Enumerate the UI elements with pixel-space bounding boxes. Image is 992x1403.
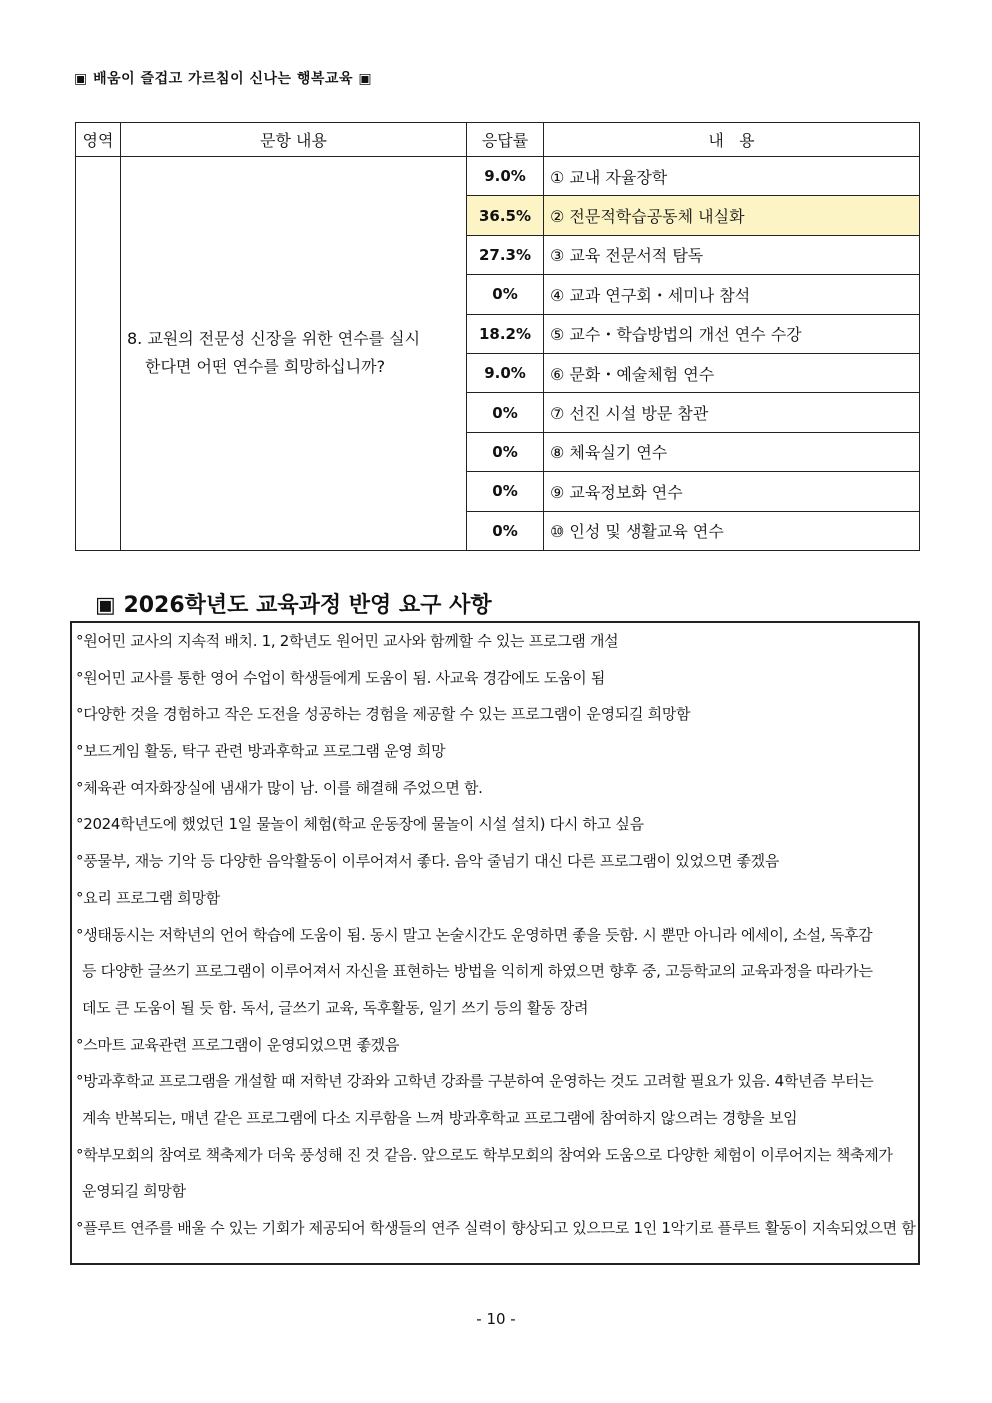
requests-box	[70, 621, 920, 1265]
request-line: 등 다양한 글쓰기 프로그램이 이루어져서 자신을 표현하는 방법을 익히게 하였으면 향후 중, 고등학교의 교육과정을 따라가는	[82, 962, 873, 981]
question-cell	[121, 157, 467, 551]
request-line: °플루트 연주를 배울 수 있는 기회가 제공되어 학생들의 연주 실력이 향상되고 있으므로 1인 1악기로 플루트 활동이 지속되었으면 함	[76, 1219, 916, 1237]
option-cell: ⑧ 체육실기 연수	[544, 432, 920, 471]
request-line: °방과후학교 프로그램을 개설할 때 저학년 강좌와 고학년 강좌를 구분하여 운영하는 것도 고려할 필요가 있음. 4학년즘 부터는	[76, 1072, 874, 1091]
rate-cell: 0%	[467, 393, 544, 432]
option-cell: ④ 교과 연구회・세미나 참석	[544, 275, 920, 314]
request-line: °체육관 여자화장실에 냄새가 많이 남. 이를 해결해 주었으면 함.	[76, 778, 483, 797]
rate-cell: 27.3%	[467, 235, 544, 274]
question-line-1: 8. 교원의 전문성 신장을 위한 연수를 실시	[127, 329, 421, 349]
request-line: °다양한 것을 경험하고 작은 도전을 성공하는 경험을 제공할 수 있는 프로그램이 운영되길 희망함	[76, 705, 691, 724]
option-cell: ① 교내 자율장학	[544, 157, 920, 196]
header-question: 문항 내용	[121, 123, 467, 157]
request-line: °원어민 교사의 지속적 배치. 1, 2학년도 원어민 교사와 함께할 수 있는 프로그램 개설	[76, 632, 619, 650]
header-rate: 응답률	[467, 123, 544, 157]
request-line: °학부모회의 참여로 책축제가 더욱 풍성해 진 것 같음. 앞으로도 학부모회의 참여와 도움으로 다양한 체험이 이루어지는 책축제가	[76, 1145, 893, 1164]
section-title: ▣ 2026학년도 교육과정 반영 요구 사항	[95, 593, 492, 618]
survey-table	[75, 122, 920, 551]
table-header-row	[76, 123, 920, 157]
option-cell: ⑦ 선진 시설 방문 참관	[544, 393, 920, 432]
request-line: °원어민 교사를 통한 영어 수업이 학생들에게 도움이 됨. 사교육 경감에도 도움이 됨	[76, 668, 606, 687]
rate-cell: 18.2%	[467, 314, 544, 353]
request-line: 데도 큰 도움이 될 듯 함. 독서, 글쓰기 교육, 독후활동, 일기 쓰기 등의 활동 장려	[82, 998, 589, 1017]
rate-cell: 9.0%	[467, 353, 544, 392]
option-cell: ⑨ 교육정보화 연수	[544, 472, 920, 511]
header-content: 내 용	[544, 123, 920, 157]
option-cell: ⑥ 문화・예술체험 연수	[544, 353, 920, 392]
page-number: - 10 -	[476, 1310, 516, 1328]
request-line: °보드게임 활동, 탁구 관련 방과후학교 프로그램 운영 희망	[76, 742, 446, 761]
area-cell	[76, 157, 121, 551]
page-header: ▣ 배움이 즐겁고 가르침이 신나는 행복교육 ▣	[74, 71, 373, 87]
rate-cell: 0%	[467, 275, 544, 314]
request-line: °2024학년도에 했었던 1일 물놀이 체험(학교 운동장에 물놀이 시설 설치) 다시 하고 싶음	[76, 815, 644, 834]
request-line: °요리 프로그램 희망함	[76, 888, 220, 907]
option-cell: ② 전문적학습공동체 내실화	[544, 196, 920, 235]
rate-cell: 0%	[467, 472, 544, 511]
request-line: 계속 반복되는, 매년 같은 프로그램에 다소 지루함을 느껴 방과후학교 프로그램에 참여하지 않으려는 경향을 보임	[82, 1108, 798, 1127]
question-line-2: 한다면 어떤 연수를 희망하십니까?	[145, 357, 386, 377]
rate-cell: 36.5%	[467, 196, 544, 235]
table-row	[76, 157, 920, 196]
request-line: 운영되길 희망함	[82, 1182, 186, 1201]
request-line: °생태동시는 저학년의 언어 학습에 도움이 됨. 동시 말고 논술시간도 운영하면 좋을 듯함. 시 뿐만 아니라 에세이, 소설, 독후감	[76, 925, 873, 944]
request-line: °스마트 교육관련 프로그램이 운영되었으면 좋겠음	[76, 1035, 400, 1054]
rate-cell: 9.0%	[467, 157, 544, 196]
option-cell: ⑩ 인성 및 생활교육 연수	[544, 511, 920, 550]
option-cell: ③ 교육 전문서적 탐독	[544, 235, 920, 274]
header-area: 영역	[76, 123, 121, 157]
option-cell: ⑤ 교수・학습방법의 개선 연수 수강	[544, 314, 920, 353]
rate-cell: 0%	[467, 511, 544, 550]
request-line: °풍물부, 재능 기악 등 다양한 음악활동이 이루어져서 좋다. 음악 줄넘기 대신 다른 프로그램이 있었으면 좋겠음	[76, 852, 780, 871]
rate-cell: 0%	[467, 432, 544, 471]
